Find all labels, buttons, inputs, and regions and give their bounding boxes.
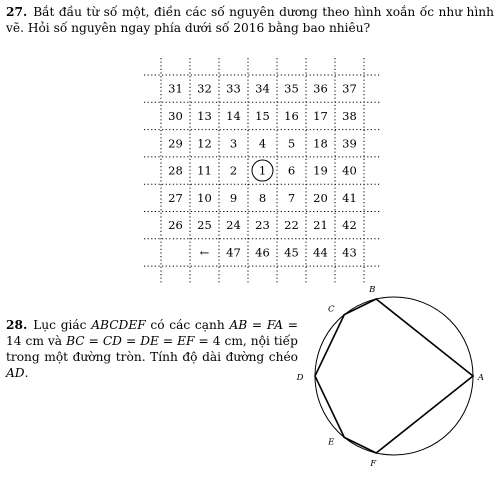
grid-cell-number: 38 <box>342 108 357 123</box>
p28-text-7: = <box>158 334 178 348</box>
vertex-label-c: C <box>328 304 335 315</box>
grid-cell-number: 33 <box>226 81 241 96</box>
grid-cell-number: 39 <box>342 136 357 151</box>
grid-cell-number: 42 <box>342 218 357 233</box>
grid-cell-number: 5 <box>287 136 296 151</box>
grid-cell-number: 24 <box>226 218 241 233</box>
grid-cell-number: 36 <box>313 81 328 96</box>
p28-text-8: = 4 cm, nội tiếp trong một đường tròn. Tính độ dài đường chéo <box>6 334 298 364</box>
p28-math-ad: AD <box>6 366 25 380</box>
p28-math-cd: CD <box>102 334 122 348</box>
grid-cell-number: 43 <box>342 245 357 260</box>
vertex-label-f: F <box>370 458 377 469</box>
p28-math-ab: AB <box>229 318 248 332</box>
grid-cell-number: 8 <box>258 190 267 205</box>
grid-cell-number: 17 <box>313 108 328 123</box>
vertex-label-e: E <box>328 437 335 448</box>
grid-cell-number: 18 <box>313 136 328 151</box>
grid-cell-number: 11 <box>197 163 212 178</box>
grid-cell-number: 37 <box>342 81 357 96</box>
arrow-left-icon: ← <box>199 245 210 260</box>
p28-text-5: = <box>84 334 103 348</box>
problem-27-number: 27. <box>6 5 28 19</box>
vertex-label-d: D <box>296 373 304 383</box>
grid-cell-number: 41 <box>342 190 357 205</box>
vertex-label-b: B <box>369 285 376 296</box>
grid-cell-number: 27 <box>168 190 183 205</box>
vertex-label-a: A <box>477 373 485 383</box>
grid-cell-number: 12 <box>197 136 212 151</box>
p28-math-ef: EF <box>177 334 195 348</box>
problem-28-number: 28. <box>6 318 28 332</box>
grid-cell-number: 15 <box>255 108 270 123</box>
grid-cell-number: 23 <box>255 218 270 233</box>
p28-text-9: . <box>24 366 29 380</box>
circumcircle <box>315 297 473 455</box>
grid-cell-number: 20 <box>313 190 328 205</box>
grid-cell-number: 29 <box>168 136 183 151</box>
p28-text-2: có các cạnh <box>145 318 230 332</box>
grid-cell-number: 34 <box>255 81 270 96</box>
p28-text-3: = <box>247 318 267 332</box>
grid-cell-number: 19 <box>313 163 328 178</box>
grid-cell-number: 30 <box>168 108 183 123</box>
grid-cell-number: 2 <box>229 163 238 178</box>
p28-math-fa: FA <box>266 318 284 332</box>
grid-cell-number: 45 <box>284 245 299 260</box>
hexagon-abcdef <box>315 299 473 453</box>
grid-cell-number: 10 <box>197 190 212 205</box>
grid-cell-number: 28 <box>168 163 183 178</box>
grid-cell-number: 6 <box>287 163 296 178</box>
grid-cell-number: 3 <box>229 136 238 151</box>
grid-cell-number: 47 <box>226 245 241 260</box>
p28-text-6: = <box>121 334 141 348</box>
grid-cell-number: 7 <box>287 190 296 205</box>
grid-cell-number: 44 <box>313 245 328 260</box>
p28-math-de: DE <box>140 334 159 348</box>
grid-cell-number: 31 <box>168 81 183 96</box>
grid-cell-number: 32 <box>197 81 212 96</box>
p28-math-hexagon: ABCDEF <box>91 318 146 332</box>
grid-cell-number: 16 <box>284 108 299 123</box>
p28-text-4: = 14 cm và <box>6 318 298 348</box>
grid-cell-number: 4 <box>258 136 267 151</box>
grid-cell-number: 26 <box>168 218 183 233</box>
grid-cell-number: 40 <box>342 163 357 178</box>
grid-cell-number: 9 <box>229 190 238 205</box>
grid-cell-number: 13 <box>197 108 212 123</box>
p28-math-bc: BC <box>66 334 85 348</box>
grid-cell-number: 25 <box>197 218 212 233</box>
grid-cell-number: 22 <box>284 218 299 233</box>
p28-text-1: Lục giác <box>33 318 92 332</box>
grid-cell-number: 35 <box>284 81 299 96</box>
grid-cell-number: 21 <box>313 218 328 233</box>
grid-cell-number: 46 <box>255 245 270 260</box>
grid-cell-number: 14 <box>226 108 241 123</box>
grid-cell-number: 1 <box>258 163 267 178</box>
problem-27-text: Bắt đầu từ số một, điền các số nguyên dương theo hình xoắn ốc như hình vẽ. Hỏi số nguyên ngay phía dưới số 2016 bằng bao nhiêu? <box>6 5 494 35</box>
